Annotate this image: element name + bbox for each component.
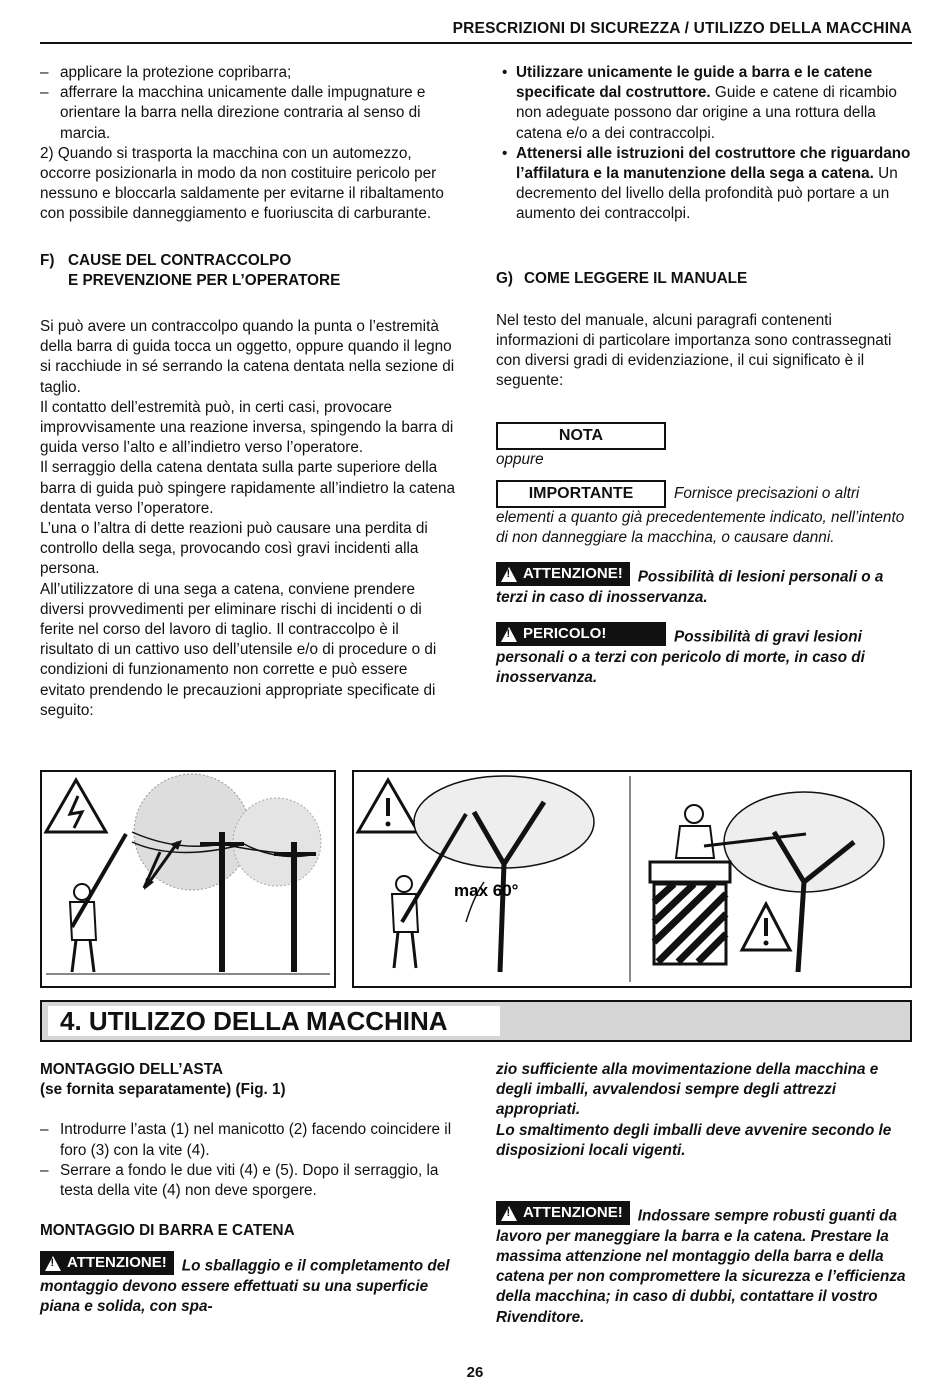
bullet-item: • Attenersi alle istruzioni del costruttore che riguardano l’affilatura e la manutenzione della sega a catena. Un decremento del livello della profondità può portare a un aumento dei contraccolpi. (502, 144, 911, 223)
running-header-text: PRESCRIZIONI DI SICUREZZA / UTILIZZO DELLA MACCHINA (452, 20, 912, 37)
list-item-text: applicare la protezione copribarra; (60, 64, 292, 81)
warning-triangle-icon (501, 627, 517, 642)
cutting-angle-illustration (354, 772, 910, 986)
attenzione-text: Possibilità di lesioni personali o a terzi in caso di inosservanza. (496, 568, 884, 606)
warning-triangle-icon (501, 1206, 517, 1221)
heading-montaggio-asta-sub: (se fornita separatamente) (Fig. 1) (40, 1081, 286, 1099)
paragraph: Il serraggio della catena dentata sulla parte superiore della barra di guida può spingere rapidamente all’indietro la catena dentata verso l’operatore. (40, 459, 455, 517)
attenzione-label-text: ATTENZIONE! (523, 565, 623, 583)
chapter-title: 4. UTILIZZO DELLA MACCHINA (48, 1006, 500, 1036)
warning-triangle-icon (45, 1256, 61, 1271)
figure-cutting-angle (352, 770, 912, 988)
bullet-text: Un decremento del livello della profondità può portare a un aumento dei contraccolpi. (516, 165, 898, 223)
heading-montaggio-asta: MONTAGGIO DELL’ASTA (40, 1061, 223, 1078)
paragraph: L’una o l’altra di dette reazioni può causare una perdita di controllo della sega, provocando così gravi incidenti alla persona. (40, 520, 428, 578)
attenzione-text: Indossare sempre robusti guanti da lavoro per maneggiare la barra e la catena. Prestare la massima attenzione nel montaggio della barra e della catena per non compromettere la sicurezza e l’efficienza della macchina; in caso di dubbi, contattare il vostro Rivenditore. (496, 1207, 906, 1326)
attenzione-label (40, 1251, 174, 1275)
list-item: – Serrare a fondo le due viti (4) e (5). Dopo il serraggio, la testa della vite (4) non deve sporgere. (40, 1161, 456, 1201)
bullet-item: • Utilizzare unicamente le guide a barra e le catene specificate dal costruttore. Guide e catene di ricambio non adeguate possono dar origine a una rottura della catena e/o a dei contraccolpi. (502, 64, 897, 142)
pericolo-label-text: PERICOLO! (523, 625, 607, 643)
bullet-bold: Attenersi alle istruzioni del costruttore che riguardano l’affilatura e la manutenzione della sega a catena. (516, 144, 911, 183)
figure-power-lines (40, 770, 336, 988)
section-title: COME LEGGERE IL MANUALE (524, 269, 748, 287)
max-angle-label: max 60° (454, 881, 519, 900)
left-column-top (40, 63, 456, 721)
pericolo-text: Possibilità di gravi lesioni personali o a terzi con pericolo di morte, in caso di inosservanza. (496, 628, 865, 687)
importante-label: IMPORTANTE (496, 480, 666, 508)
section-heading-f (40, 251, 456, 291)
heading-montaggio-barra: MONTAGGIO DI BARRA E CATENA (40, 1222, 295, 1240)
list-item: – Introdurre l’asta (1) nel manicotto (2) facendo coincidere il foro (3) con la vite (4). (40, 1120, 456, 1160)
section-letter: F) (40, 251, 55, 269)
attenzione-text: Lo sballaggio e il completamento del montaggio devono essere effettuati su una superficie piana e solida, con spa- (40, 1257, 450, 1316)
paragraph: All’utilizzatore di una sega a catena, conviene prendere diversi provvedimenti per eliminare rischi di incidenti o di ferite nel corso del lavoro di taglio. Il contraccolpo è il risultato di un cattivo uso dell’utensile e/o di procedure o di condizioni di funzionamento non corrette e può essere evitato prendendo le precauzioni appropriate specificate di seguito: (40, 580, 437, 719)
section-title-line2: E PREVENZIONE PER L’OPERATORE (68, 271, 341, 289)
paragraph: 2) Quando si trasporta la macchina con un automezzo, occorre posizionarla in modo da non costituire pericolo per nessuno e bloccarla saldamente per evitarne il ribaltamento con possibile danneggiamento e fuoriuscita di carburante. (40, 144, 444, 223)
attenzione-label-text: ATTENZIONE! (67, 1254, 167, 1272)
paragraph: Il contatto dell’estremità può, in certi casi, provocare improvvisamente una reazione inversa, spingendo la barra di guida verso l’alto e all’indietro verso l’operatore. (40, 398, 454, 457)
section-heading-g (496, 269, 912, 289)
list-item: – applicare la protezione copribarra; (40, 63, 456, 83)
oppure-text: oppure (496, 450, 544, 468)
chapter-heading (40, 1000, 912, 1042)
bullet-bold: Utilizzare unicamente le guide a barra e le catene specificate dal costruttore. (516, 64, 873, 102)
paragraph: Si può avere un contraccolpo quando la punta o l’estremità della barra di guida tocca un oggetto, oppure quando il legno si racchiude in sé serrando la catena dentata nella sezione di taglio. (40, 318, 455, 396)
section-title-line1: CAUSE DEL CONTRACCOLPO (68, 251, 292, 269)
running-header (40, 20, 912, 44)
attenzione-label (496, 562, 630, 586)
right-column-top (496, 63, 912, 688)
importante-text: Fornisce precisazioni o altri elementi a quanto già precedentemente indicato, nell’intento di non danneggiare la macchina, o causare danni. (496, 484, 905, 547)
attenzione-label (496, 1201, 630, 1225)
right-column-bottom (496, 1060, 912, 1328)
section-letter: G) (496, 269, 513, 287)
list-item-text: afferrare la macchina unicamente dalle impugnature e orientare la barra nella direzione contraria al senso di marcia. (60, 84, 426, 142)
pericolo-label (496, 622, 666, 646)
nota-label: NOTA (496, 422, 666, 450)
paragraph-continued: zio sufficiente alla movimentazione della macchina e degli imballi, avvalendosi sempre degli attrezzi appropriati. (496, 1061, 879, 1119)
paragraph: Lo smaltimento degli imballi deve avvenire secondo le disposizioni locali vigenti. (496, 1121, 892, 1159)
page-number: 26 (466, 1364, 484, 1381)
list-item: – afferrare la macchina unicamente dalle impugnature e orientare la barra nella direzione contraria al senso di marcia. (40, 83, 456, 144)
power-lines-illustration (42, 772, 334, 986)
list-item-text: Serrare a fondo le due viti (4) e (5). Dopo il serraggio, la testa della vite (4) non deve sporgere. (60, 1161, 439, 1200)
left-column-bottom (40, 1060, 456, 1318)
bullet-text: Guide e catene di ricambio non adeguate possono dar origine a una rottura della catena e/o a dei contraccolpi. (516, 84, 897, 142)
list-item-text: Introdurre l’asta (1) nel manicotto (2) facendo coincidere il foro (3) con la vite (4). (60, 1121, 452, 1159)
paragraph: Nel testo del manuale, alcuni paragrafi contenenti informazioni di particolare importanza sono contrassegnati con diversi gradi di evidenziazione, il cui significato è il seguente: (496, 311, 892, 390)
warning-triangle-icon (501, 567, 517, 582)
attenzione-label-text: ATTENZIONE! (523, 1204, 623, 1222)
